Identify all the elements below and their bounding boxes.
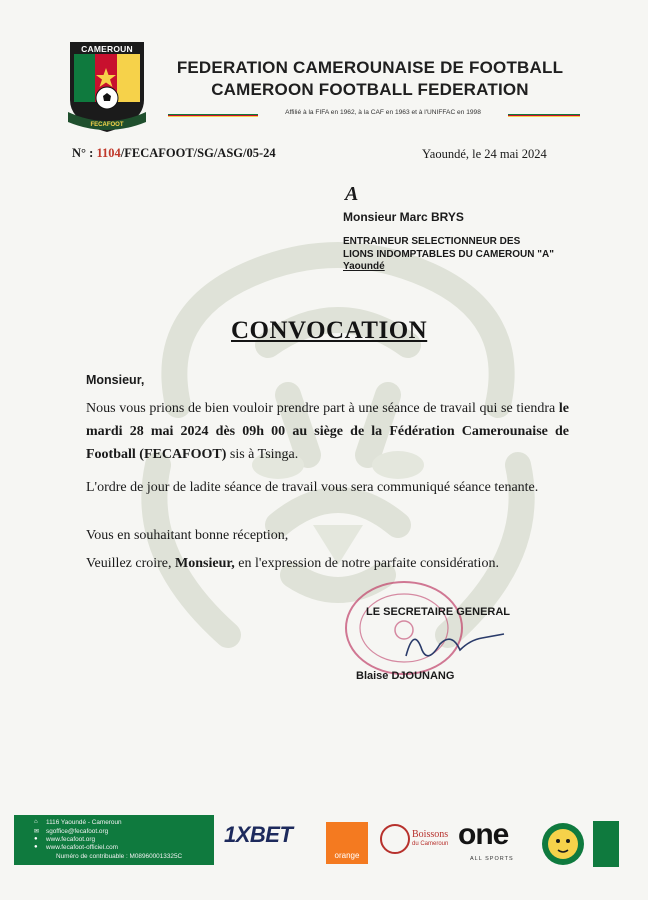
salutation: Monsieur,	[86, 373, 145, 387]
signatory-name: Blaise DJOUNANG	[356, 670, 455, 682]
flag-stripe-right	[508, 114, 580, 117]
reference-number-value: 1104	[96, 146, 121, 160]
org-name-en: CAMEROON FOOTBALL FEDERATION	[211, 80, 529, 99]
footer-taxpayer: Numéro de contribuable : M089600013325C	[56, 853, 183, 860]
footer-email[interactable]: sgoffice@fecafoot.org	[46, 828, 109, 835]
lion-badge-icon	[541, 822, 585, 866]
recipient-role: ENTRAINEUR SELECTIONNEUR DES LIONS INDOMPTABLES DU CAMEROUN "A"	[343, 236, 554, 260]
letter-date: Yaoundé, le 24 mai 2024	[422, 147, 547, 161]
sponsor-1xbet: 1XBET	[224, 822, 293, 847]
signature-icon	[400, 620, 510, 670]
affiliation-text: Affilié à la FIFA en 1962, à la CAF en 1963 et à l'UNIFFAC en 1998	[285, 109, 481, 116]
boissons-logo-icon	[380, 824, 410, 854]
sponsor-one: one	[458, 818, 509, 851]
footer-green-bar	[593, 821, 619, 867]
recipient-name: Monsieur Marc BRYS	[343, 210, 464, 224]
signatory-role: LE SECRETAIRE GENERAL	[366, 606, 511, 618]
footer-website1[interactable]: www.fecafoot.org	[46, 836, 96, 843]
flag-stripe-left	[168, 114, 258, 117]
logo-ribbon-text: FECAFOOT	[90, 122, 124, 128]
to-marker: A	[345, 183, 359, 205]
logo-caption: CAMEROUN	[81, 44, 133, 54]
paragraph-agenda: L'ordre de jour de ladite séance de travail vous sera communiqué séance tenante.	[86, 480, 539, 495]
web-icon: ●	[34, 844, 38, 850]
mail-icon: ✉	[34, 829, 40, 835]
document-title: CONVOCATION	[231, 317, 428, 344]
sponsor-boissons-sub: du Cameroun	[412, 841, 449, 847]
org-name-fr: FEDERATION CAMEROUNAISE DE FOOTBALL	[176, 58, 564, 77]
footer-address: 1116 Yaoundé - Cameroun	[46, 819, 122, 826]
paragraph-meeting: Nous vous prions de bien vouloir prendre part à une séance de travail qui se tiendra le mardi 28 mai 2024 dès 09h 00 au siège de la Fédération Camerounaise de Football (FECAFOOT) sis à Tsinga.	[86, 401, 569, 462]
sponsor-orange: orange	[334, 851, 360, 860]
reference-number: N° : 1104/FECAFOOT/SG/ASG/05-24	[72, 146, 276, 160]
sponsor-one-sub: ALL SPORTS	[470, 856, 514, 862]
paragraph-closing: Vous en souhaitant bonne réception,	[86, 528, 289, 543]
web-icon: ●	[34, 836, 38, 842]
recipient-city: Yaoundé	[343, 261, 385, 272]
paragraph-regards: Veuillez croire, Monsieur, en l'expression de notre parfaite considération.	[86, 556, 499, 571]
footer-website2[interactable]: www.fecafoot-officiel.com	[46, 844, 118, 851]
sponsor-boissons: Boissons	[412, 829, 449, 840]
home-icon: ⌂	[34, 819, 38, 825]
footer-contact-block	[14, 815, 214, 865]
